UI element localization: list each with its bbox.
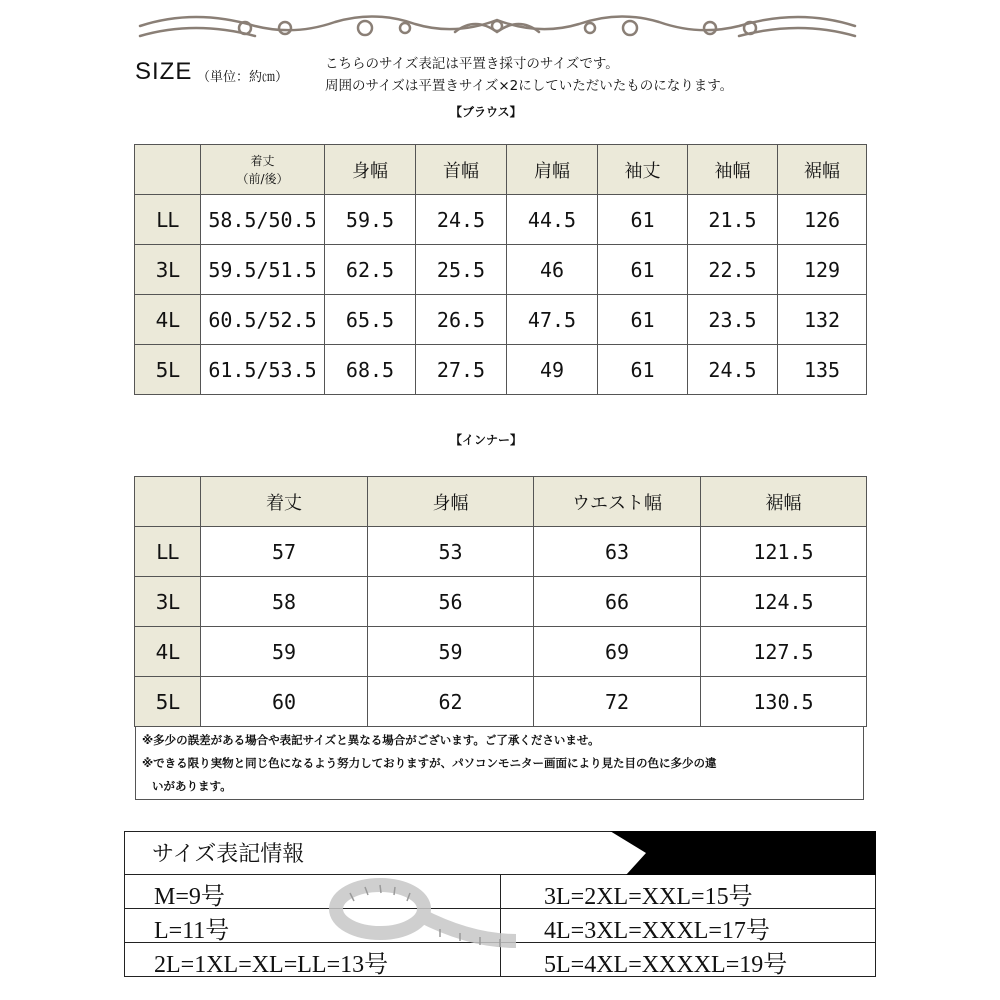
size-label: 4L <box>135 295 201 345</box>
table-row <box>135 245 867 295</box>
table-cell: 44.5 <box>507 195 598 245</box>
disclaimer-notes <box>135 727 864 800</box>
table-cell: 61.5/53.5 <box>201 345 325 395</box>
blouse-col-header: 裾幅 <box>778 145 867 195</box>
table-cell: 21.5 <box>688 195 778 245</box>
size-equivalence: 4L=3XL=XXXL=17号 <box>544 918 770 944</box>
inner-col-header: 裾幅 <box>701 477 867 527</box>
blouse-col-header: 袖丈 <box>598 145 688 195</box>
table-cell: 69 <box>534 627 701 677</box>
table-row <box>135 195 867 245</box>
table-row <box>135 527 867 577</box>
table-cell: 27.5 <box>416 345 507 395</box>
note-text: ※できる限り実物と同じ色になるよう努力しておりますが、パソコンモニター画面により見た目の色に多少の違 <box>142 756 717 770</box>
table-cell: 63 <box>534 527 701 577</box>
table-row <box>135 345 867 395</box>
table-cell: 58 <box>201 577 368 627</box>
inner-col-header: 着丈 <box>201 477 368 527</box>
table-cell: 59 <box>368 627 534 677</box>
unit-note: （単位：約㎝） <box>197 70 289 85</box>
table-cell: 47.5 <box>507 295 598 345</box>
size-info-title: サイズ表記情報 <box>152 842 305 867</box>
table-cell: 24.5 <box>416 195 507 245</box>
table-cell: 22.5 <box>688 245 778 295</box>
table-cell: 61 <box>598 345 688 395</box>
table-cell: 62.5 <box>325 245 416 295</box>
table-cell: 61 <box>598 295 688 345</box>
table-cell: 49 <box>507 345 598 395</box>
size-conversion-info <box>124 831 876 977</box>
table-cell: 129 <box>778 245 867 295</box>
blouse-col-header: 肩幅 <box>507 145 598 195</box>
size-equivalence: M=9号 <box>154 884 225 910</box>
note-text: いがあります。 <box>152 779 232 793</box>
note-line-1: こちらのサイズ表記は平置き採寸のサイズです。 <box>325 56 619 72</box>
inner-header-row <box>135 477 867 527</box>
blouse-col-header: 首幅 <box>416 145 507 195</box>
note-text: ※多少の誤差がある場合や表記サイズと異なる場合がございます。ご了承くださいませ。 <box>142 733 600 747</box>
size-equivalence: 2L=1XL=XL=LL=13号 <box>154 952 389 978</box>
table-cell: 60.5/52.5 <box>201 295 325 345</box>
table-cell: 66 <box>534 577 701 627</box>
blouse-col-length-line2: （前/後） <box>236 171 289 186</box>
table-cell: 121.5 <box>701 527 867 577</box>
table-cell: 61 <box>598 245 688 295</box>
table-cell: 58.5/50.5 <box>201 195 325 245</box>
table-cell: 126 <box>778 195 867 245</box>
table-cell: 132 <box>778 295 867 345</box>
table-cell: 135 <box>778 345 867 395</box>
table-cell: 57 <box>201 527 368 577</box>
inner-section-title: 【インナー】 <box>450 433 523 447</box>
blouse-col-length <box>201 145 325 195</box>
table-cell: 25.5 <box>416 245 507 295</box>
table-cell: 26.5 <box>416 295 507 345</box>
table-cell: 59.5 <box>325 195 416 245</box>
note-line-2: 周囲のサイズは平置きサイズ×2にしていただいたものになります。 <box>325 78 734 94</box>
table-cell: 127.5 <box>701 627 867 677</box>
blouse-col-header: 身幅 <box>325 145 416 195</box>
title-bar-accent <box>610 831 876 875</box>
size-label: 4L <box>135 627 201 677</box>
size-label: 5L <box>135 677 201 727</box>
table-row <box>135 627 867 677</box>
blouse-corner-cell <box>135 145 201 195</box>
table-row <box>135 295 867 345</box>
blouse-header-row <box>135 145 867 195</box>
table-cell: 56 <box>368 577 534 627</box>
size-equivalence: 3L=2XL=XXL=15号 <box>544 884 753 910</box>
inner-col-header: 身幅 <box>368 477 534 527</box>
table-cell: 62 <box>368 677 534 727</box>
table-row <box>135 577 867 627</box>
table-cell: 68.5 <box>325 345 416 395</box>
size-equivalence: L=11号 <box>154 918 230 944</box>
table-cell: 46 <box>507 245 598 295</box>
size-label: LL <box>135 195 201 245</box>
blouse-size-table <box>134 144 867 395</box>
table-cell: 61 <box>598 195 688 245</box>
blouse-section-title: 【ブラウス】 <box>450 105 522 119</box>
decorative-ornament <box>135 6 860 52</box>
inner-col-header: ウエスト幅 <box>534 477 701 527</box>
table-cell: 24.5 <box>688 345 778 395</box>
size-equivalence: 5L=4XL=XXXXL=19号 <box>544 952 788 978</box>
size-heading: SIZE <box>135 58 193 85</box>
inner-corner-cell <box>135 477 201 527</box>
table-cell: 130.5 <box>701 677 867 727</box>
tape-measure-icon <box>320 871 520 953</box>
table-cell: 59 <box>201 627 368 677</box>
table-cell: 72 <box>534 677 701 727</box>
size-label: 5L <box>135 345 201 395</box>
size-label: 3L <box>135 577 201 627</box>
table-cell: 124.5 <box>701 577 867 627</box>
blouse-col-length-line1: 着丈 <box>250 153 275 168</box>
table-cell: 53 <box>368 527 534 577</box>
table-cell: 59.5/51.5 <box>201 245 325 295</box>
inner-size-table <box>134 476 867 727</box>
size-label: 3L <box>135 245 201 295</box>
table-cell: 23.5 <box>688 295 778 345</box>
table-cell: 65.5 <box>325 295 416 345</box>
blouse-col-header: 袖幅 <box>688 145 778 195</box>
table-row <box>135 677 867 727</box>
table-cell: 60 <box>201 677 368 727</box>
size-label: LL <box>135 527 201 577</box>
